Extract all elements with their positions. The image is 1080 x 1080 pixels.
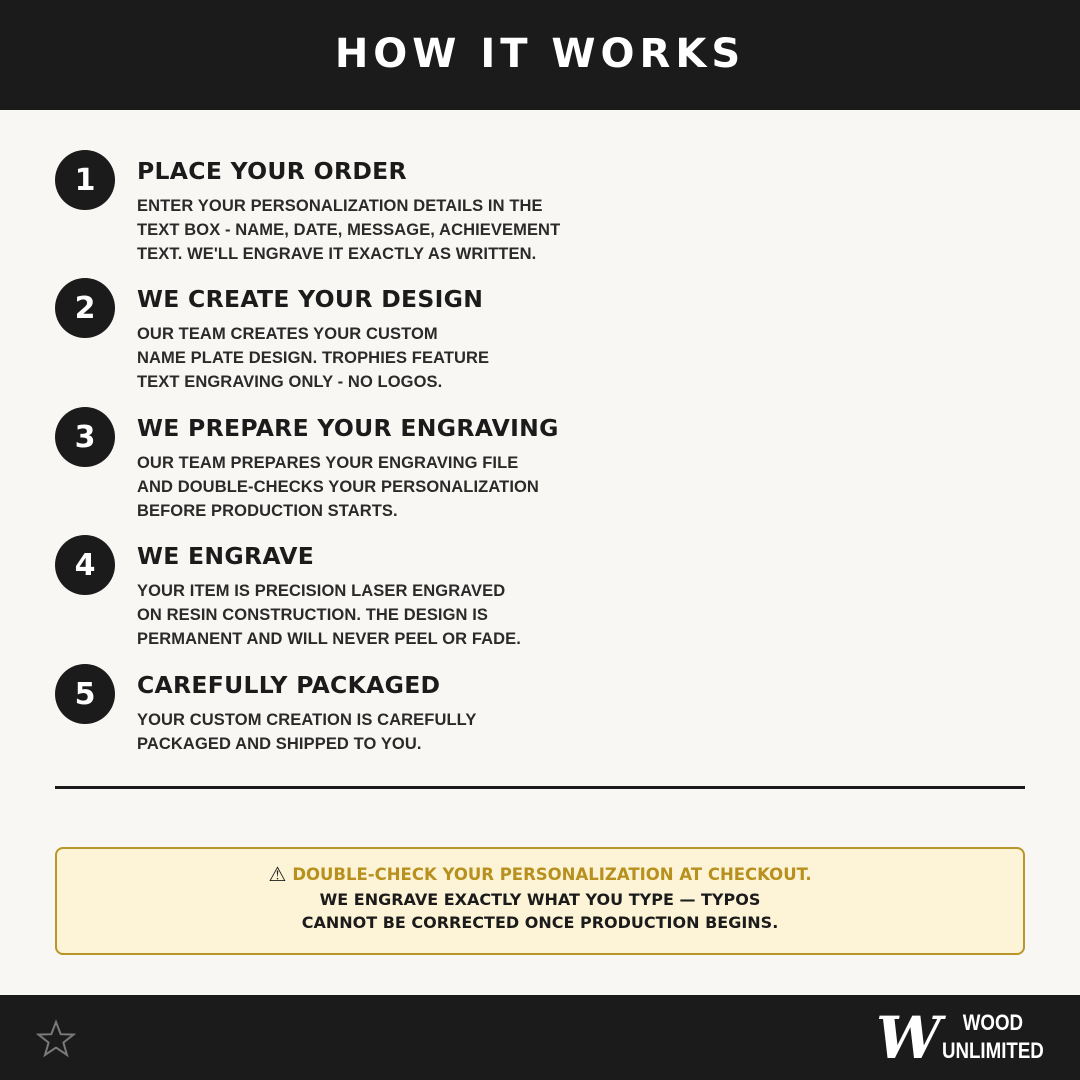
step-title: WE CREATE YOUR DESIGN <box>137 285 484 313</box>
step-number-badge: 5 <box>55 664 115 724</box>
step-title: WE ENGRAVE <box>137 542 315 570</box>
page-header <box>0 0 1080 110</box>
step-description-line: BEFORE PRODUCTION STARTS. <box>137 502 398 520</box>
step-description <box>137 579 521 651</box>
page-title: HOW IT WORKS <box>334 31 746 77</box>
notice-body-line: WE ENGRAVE EXACTLY WHAT YOU TYPE — TYPOS <box>319 890 761 909</box>
step-title: PLACE YOUR ORDER <box>137 157 407 185</box>
notice-headline <box>268 864 811 884</box>
logo-line-1: WOOD <box>962 1010 1024 1035</box>
step-description <box>137 451 539 523</box>
step-description-line: YOUR ITEM IS PRECISION LASER ENGRAVED <box>137 582 506 600</box>
logo-mark: W <box>876 1004 934 1072</box>
step-description-line: TEXT. WE'LL ENGRAVE IT EXACTLY AS WRITTEN. <box>137 245 537 263</box>
notice-body-line: CANNOT BE CORRECTED ONCE PRODUCTION BEGINS. <box>301 913 779 932</box>
step-description-line: ENTER YOUR PERSONALIZATION DETAILS IN THE <box>137 197 543 215</box>
step-description <box>137 322 489 394</box>
step-description-line: OUR TEAM PREPARES YOUR ENGRAVING FILE <box>137 454 519 472</box>
step-description-line: OUR TEAM CREATES YOUR CUSTOM <box>137 325 438 343</box>
step-number-badge: 2 <box>55 278 115 338</box>
step-description <box>137 708 476 756</box>
logo-line-2: UNLIMITED <box>942 1038 1044 1063</box>
logo-wordmark <box>942 1009 1044 1065</box>
notice-body <box>302 888 779 934</box>
notice-headline-text: DOUBLE-CHECK YOUR PERSONALIZATION AT CHECKOUT. <box>292 864 812 884</box>
page-footer <box>0 995 1080 1080</box>
warning-icon: ⚠ <box>268 862 287 886</box>
step-description-line: TEXT ENGRAVING ONLY - NO LOGOS. <box>137 373 443 391</box>
step-description-line: PACKAGED AND SHIPPED TO YOU. <box>137 735 422 753</box>
step-description-line: TEXT BOX - NAME, DATE, MESSAGE, ACHIEVEMENT <box>137 221 561 239</box>
step-title: CAREFULLY PACKAGED <box>137 671 441 699</box>
step-description-line: YOUR CUSTOM CREATION IS CAREFULLY <box>137 711 477 729</box>
brand-logo <box>876 1004 1051 1072</box>
step-number-badge: 1 <box>55 150 115 210</box>
section-divider <box>55 786 1025 789</box>
step-description <box>137 194 560 266</box>
step-description-line: PERMANENT AND WILL NEVER PEEL OR FADE. <box>137 630 521 648</box>
step-description-line: AND DOUBLE-CHECKS YOUR PERSONALIZATION <box>137 478 539 496</box>
step-number-badge: 3 <box>55 407 115 467</box>
star-outline-icon <box>36 1019 76 1059</box>
step-description-line: ON RESIN CONSTRUCTION. THE DESIGN IS <box>137 606 489 624</box>
checkout-warning-notice <box>55 847 1025 955</box>
step-title: WE PREPARE YOUR ENGRAVING <box>137 414 559 442</box>
step-description-line: NAME PLATE DESIGN. TROPHIES FEATURE <box>137 349 490 367</box>
step-number-badge: 4 <box>55 535 115 595</box>
